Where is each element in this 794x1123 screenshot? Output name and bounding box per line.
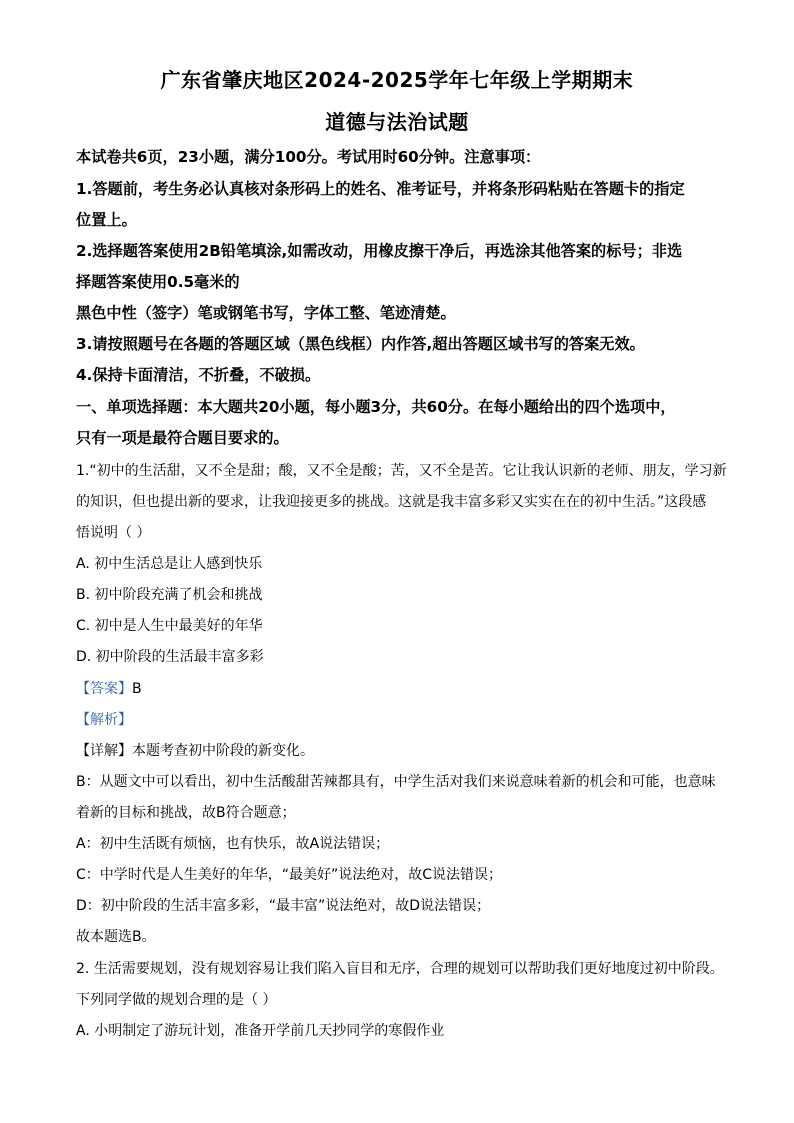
q1-answer — [76, 678, 142, 698]
q2-option-a: A. 小明制定了游玩计划，准备开学前几天抄同学的寒假作业 — [76, 1023, 445, 1039]
q1-option-d: D. 初中阶段的生活最丰富多彩 — [76, 649, 264, 665]
q2-stem: 2. 生活需要规划，没有规划容易让我们陷入盲目和无序，合理的规划可以帮助我们更好地度过初中阶段。 — [76, 961, 724, 977]
q1-explanation-a: A：初中生活既有烦恼，也有快乐，故A说法错误； — [76, 836, 390, 852]
q1-option-c: C. 初中是人生中最美好的年华 — [76, 618, 263, 634]
exam-subtitle — [0, 106, 794, 135]
q1-detail — [76, 740, 314, 760]
q1-explanation-b: B：从题文中可以看出，初中生活酸甜苦辣都具有，中学生活对我们来说意味着新的机会和可能，也意味 — [76, 774, 716, 790]
instructions-intro: 本试卷共6页，23小题，满分100分。考试用时60分钟。注意事项： — [76, 148, 541, 166]
exam-title-text: 广东省肇庆地区2024-2025学年七年级上学期期末 — [160, 68, 634, 92]
q1-option-a: A. 初中生活总是让人感到快乐 — [76, 556, 263, 572]
q1-option-b: B. 初中阶段充满了机会和挑战 — [76, 587, 263, 603]
instruction-2: 2.选择题答案使用2B铅笔填涂,如需改动，用橡皮擦干净后，再选涂其他答案的标号；非选 — [76, 242, 683, 260]
q1-stem-cont: 的知识，但也提出新的要求，让我迎接更多的挑战。这就是我丰富多彩又实实在在的初中生活。”这段感 — [76, 494, 707, 510]
q1-stem-end: 悟说明（ ） — [76, 525, 151, 541]
q1-stem: 1.“初中的生活甜，又不全是甜；酸，又不全是酸；苦，又不全是苦。它让我认识新的老师、朋友，学习新 — [76, 463, 727, 479]
instruction-2-cont2: 黑色中性（签字）笔或钢笔书写，字体工整、笔迹清楚。 — [76, 304, 456, 322]
exam-subtitle-text: 道德与法治试题 — [325, 110, 469, 134]
instruction-1: 1.答题前，考生务必认真核对条形码上的姓名、准考证号，并将条形码粘贴在答题卡的指定 — [76, 180, 685, 198]
detail-label: 【详解】 — [76, 743, 132, 759]
answer-label: 【答案】 — [76, 681, 132, 697]
instruction-3: 3.请按照题号在各题的答题区域（黑色线框）内作答,超出答题区域书写的答案无效。 — [76, 335, 645, 353]
instruction-4: 4.保持卡面清洁，不折叠，不破损。 — [76, 366, 321, 384]
detail-text: 本题考查初中阶段的新变化。 — [132, 743, 314, 759]
answer-value: B — [132, 681, 142, 697]
section-heading: 一、单项选择题：本大题共20小题，每小题3分，共60分。在每小题给出的四个选项中， — [76, 398, 676, 416]
instruction-1-cont: 位置上。 — [76, 211, 137, 229]
q2-stem-cont: 下列同学做的规划合理的是（ ） — [76, 992, 277, 1008]
instruction-2-cont: 择题答案使用0.5毫米的 — [76, 273, 240, 291]
q1-conclusion: 故本题选B。 — [76, 929, 156, 945]
analysis-label: 【解析】 — [76, 712, 132, 728]
section-heading-cont: 只有一项是最符合题目要求的。 — [76, 429, 289, 447]
q1-explanation-d: D：初中阶段的生活丰富多彩，“最丰富”说法绝对，故D说法错误； — [76, 898, 491, 914]
q1-analysis-label — [76, 709, 132, 729]
exam-title — [0, 64, 794, 93]
q1-explanation-c: C：中学时代是人生美好的年华，“最美好”说法绝对，故C说法错误； — [76, 867, 503, 883]
q1-explanation-b-cont: 着新的目标和挑战，故B符合题意； — [76, 805, 296, 821]
